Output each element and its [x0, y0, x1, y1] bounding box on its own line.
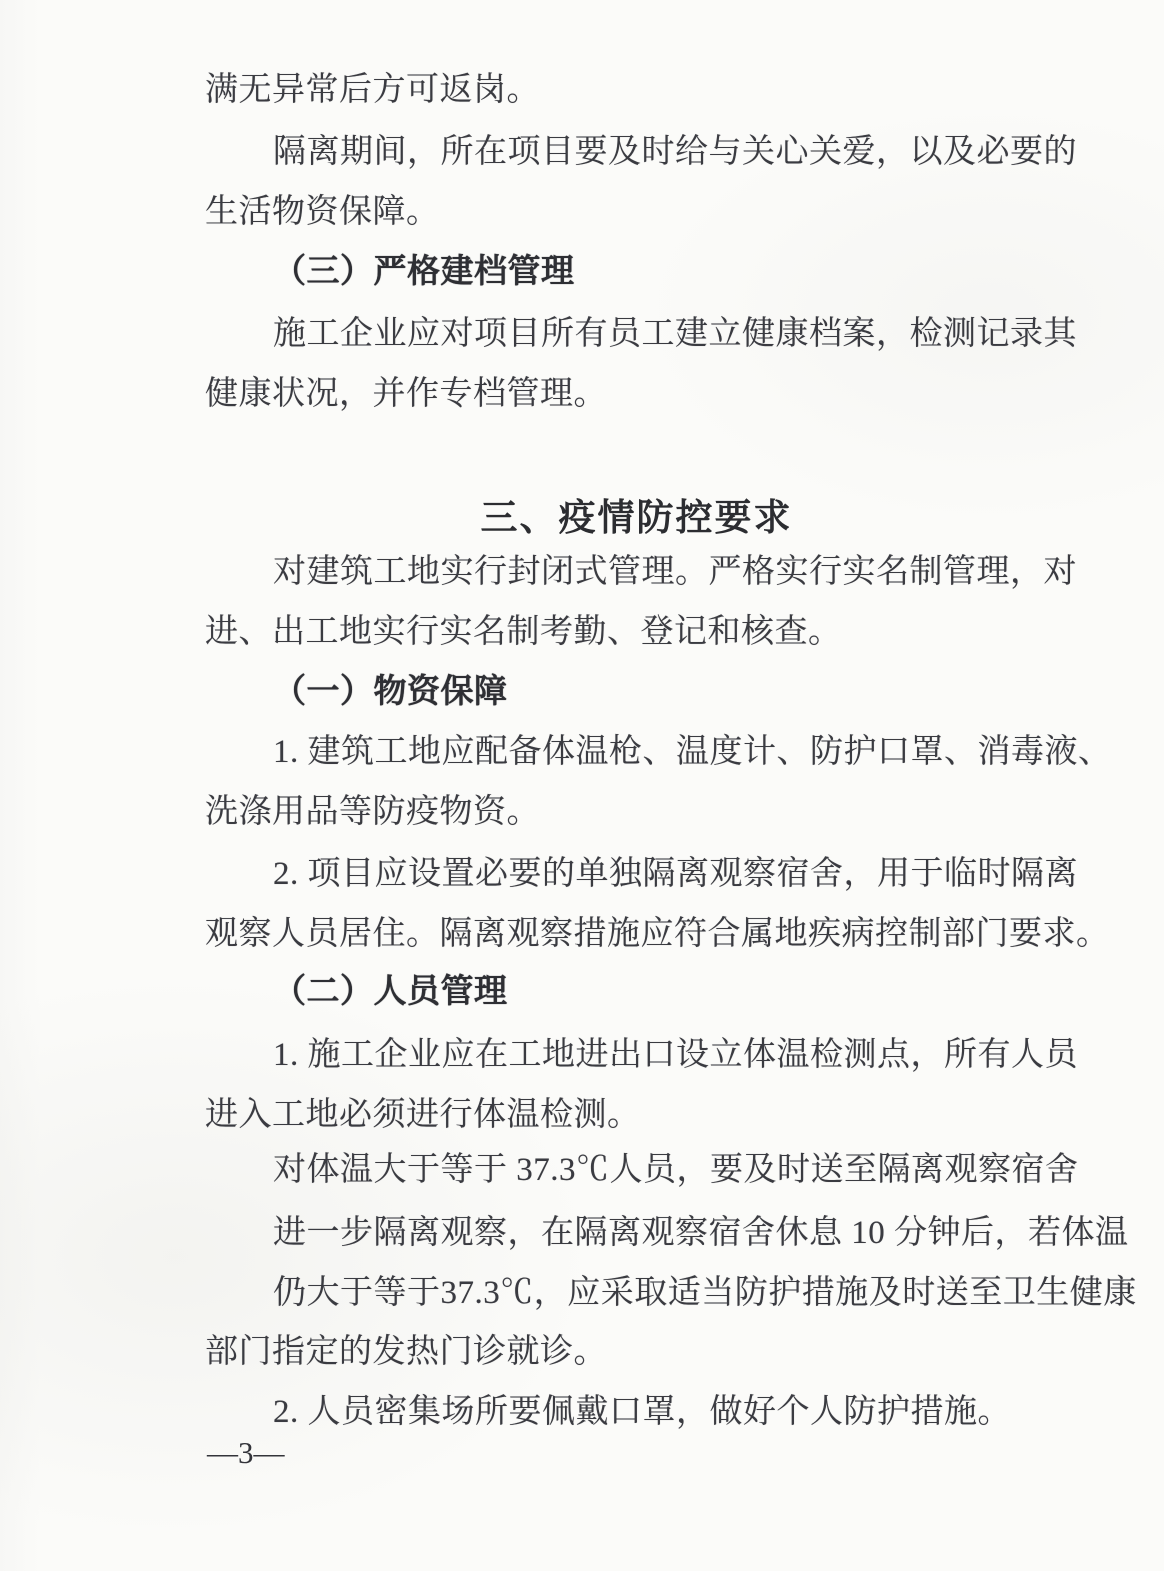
- subsection-heading: （三）严格建档管理: [273, 254, 575, 290]
- text-line: 对建筑工地实行封闭式管理。严格实行实名制管理，对: [273, 554, 1077, 590]
- text-line: 部门指定的发热门诊就诊。: [205, 1334, 607, 1370]
- text-line: 隔离期间，所在项目要及时给与关心关爱，以及必要的: [273, 134, 1077, 170]
- page-number: —3—: [207, 1435, 285, 1470]
- text-line: 1. 施工企业应在工地进出口设立体温检测点，所有人员: [273, 1037, 1078, 1073]
- text-line: 洗涤用品等防疫物资。: [205, 794, 540, 830]
- text-line: 仍大于等于37.3℃，应采取适当防护措施及时送至卫生健康: [273, 1275, 1137, 1311]
- text-line: 进入工地必须进行体温检测。: [205, 1097, 641, 1133]
- text-line: 1. 建筑工地应配备体温枪、温度计、防护口罩、消毒液、: [273, 734, 1112, 770]
- text-line: 生活物资保障。: [205, 194, 440, 230]
- text-line: 2. 人员密集场所要佩戴口罩，做好个人防护措施。: [273, 1394, 1011, 1430]
- subsection-heading: （一）物资保障: [273, 674, 508, 710]
- text-line: 进、出工地实行实名制考勤、登记和核查。: [205, 614, 842, 650]
- text-line: 进一步隔离观察，在隔离观察宿舍休息 10 分钟后，若体温: [273, 1215, 1129, 1251]
- subsection-heading: （二）人员管理: [273, 974, 508, 1010]
- text-line: 对体温大于等于 37.3℃人员，要及时送至隔离观察宿舍: [273, 1152, 1079, 1188]
- text-line: 观察人员居住。隔离观察措施应符合属地疾病控制部门要求。: [205, 916, 1110, 952]
- section-heading: 三、疫情防控要求: [480, 497, 793, 538]
- text-line: 2. 项目应设置必要的单独隔离观察宿舍，用于临时隔离: [273, 856, 1078, 892]
- text-line: 健康状况，并作专档管理。: [205, 376, 607, 412]
- text-line: 施工企业应对项目所有员工建立健康档案，检测记录其: [273, 316, 1077, 352]
- text-line: 满无异常后方可返岗。: [205, 72, 540, 108]
